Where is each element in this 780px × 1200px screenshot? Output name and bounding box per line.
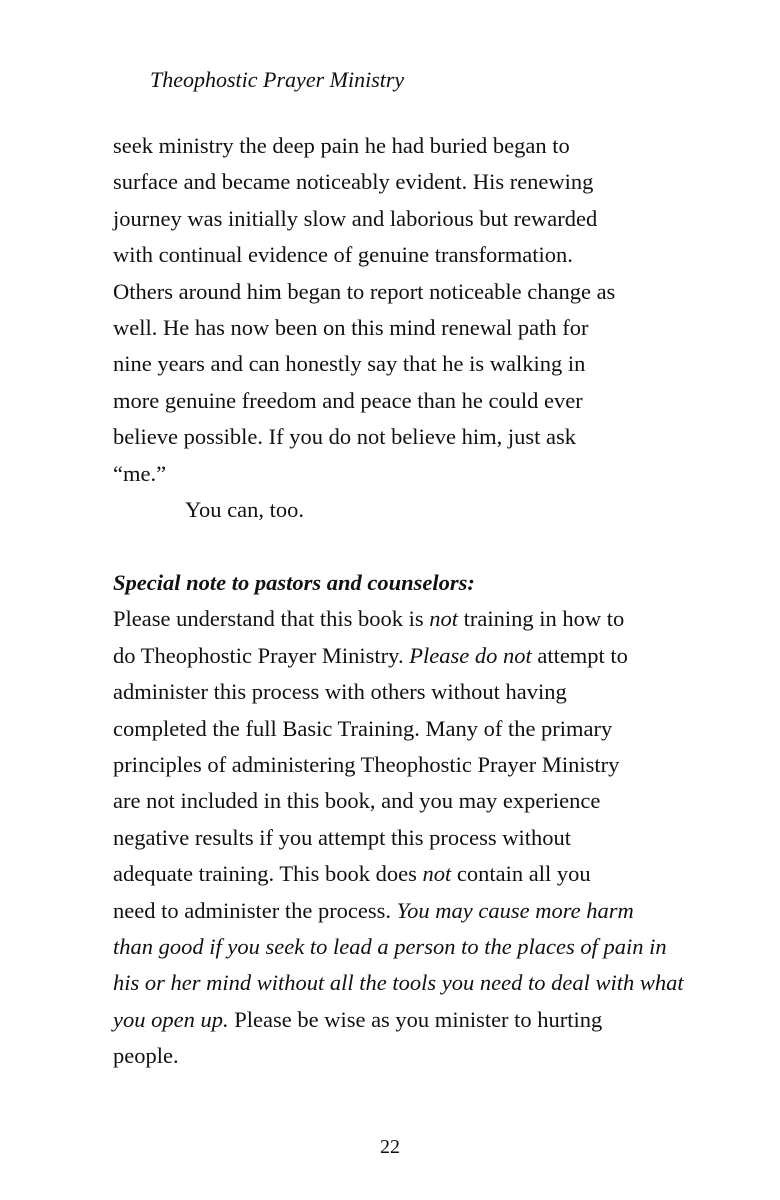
text-line: seek ministry the deep pain he had buried began to	[113, 133, 570, 158]
text-line: Others around him began to report noticeable change as	[113, 278, 616, 304]
text-line	[113, 1002, 713, 1038]
paragraph-testimony	[113, 128, 713, 528]
running-header: Theophostic Prayer Ministry	[150, 67, 405, 92]
text-run: adequate training. This book does	[113, 861, 423, 887]
text-line: completed the full Basic Training. Many of the primary	[113, 715, 613, 741]
text-line: more genuine freedom and peace than he could ever	[113, 387, 583, 413]
text-run: Please understand that this book is	[113, 606, 430, 632]
emphasis-text: Please do not	[409, 642, 532, 668]
emphasis-text: not	[422, 861, 452, 887]
text-line: with continual evidence of genuine transformation.	[113, 242, 573, 268]
section-heading: Special note to pastors and counselors:	[113, 570, 475, 595]
text-run: do Theophostic Prayer Ministry.	[113, 642, 410, 668]
text-line	[113, 601, 713, 637]
text-run: training in how to	[457, 606, 625, 632]
text-run: need to administer the process.	[113, 897, 397, 923]
text-line: journey was initially slow and laborious but rewarded	[113, 205, 598, 231]
emphasis-text: not	[429, 606, 458, 632]
emphasis-text: You may cause more harm	[396, 897, 634, 923]
text-line: people.	[113, 1043, 179, 1069]
text-line: are not included in this book, and you may experience	[113, 788, 601, 814]
text-line: negative results if you attempt this process without	[113, 824, 572, 850]
text-line: “me.”	[113, 460, 167, 486]
text-run: contain all you	[451, 861, 591, 887]
text-line: surface and became noticeably evident. His renewing	[113, 169, 594, 195]
text-line	[113, 638, 713, 674]
text-run: Please be wise as you minister to hurting	[228, 1006, 603, 1032]
text-line: administer this process with others without having	[113, 679, 567, 705]
emphasis-text: you open up.	[113, 1006, 229, 1032]
text-line	[113, 856, 713, 892]
text-run: attempt to	[531, 642, 628, 668]
emphasis-line: his or her mind without all the tools you need to deal with what	[113, 970, 684, 996]
special-note-section	[113, 565, 713, 1074]
text-line: well. He has now been on this mind renewal path for	[113, 314, 589, 340]
page-number: 22	[380, 1136, 400, 1158]
text-line	[113, 893, 713, 929]
emphasis-line: than good if you seek to lead a person to the places of pain in	[113, 933, 667, 959]
closing-line: You can, too.	[185, 496, 304, 522]
text-line: principles of administering Theophostic Prayer Ministry	[113, 751, 620, 777]
text-line: nine years and can honestly say that he is walking in	[113, 351, 586, 377]
text-line: believe possible. If you do not believe him, just ask	[113, 424, 577, 450]
